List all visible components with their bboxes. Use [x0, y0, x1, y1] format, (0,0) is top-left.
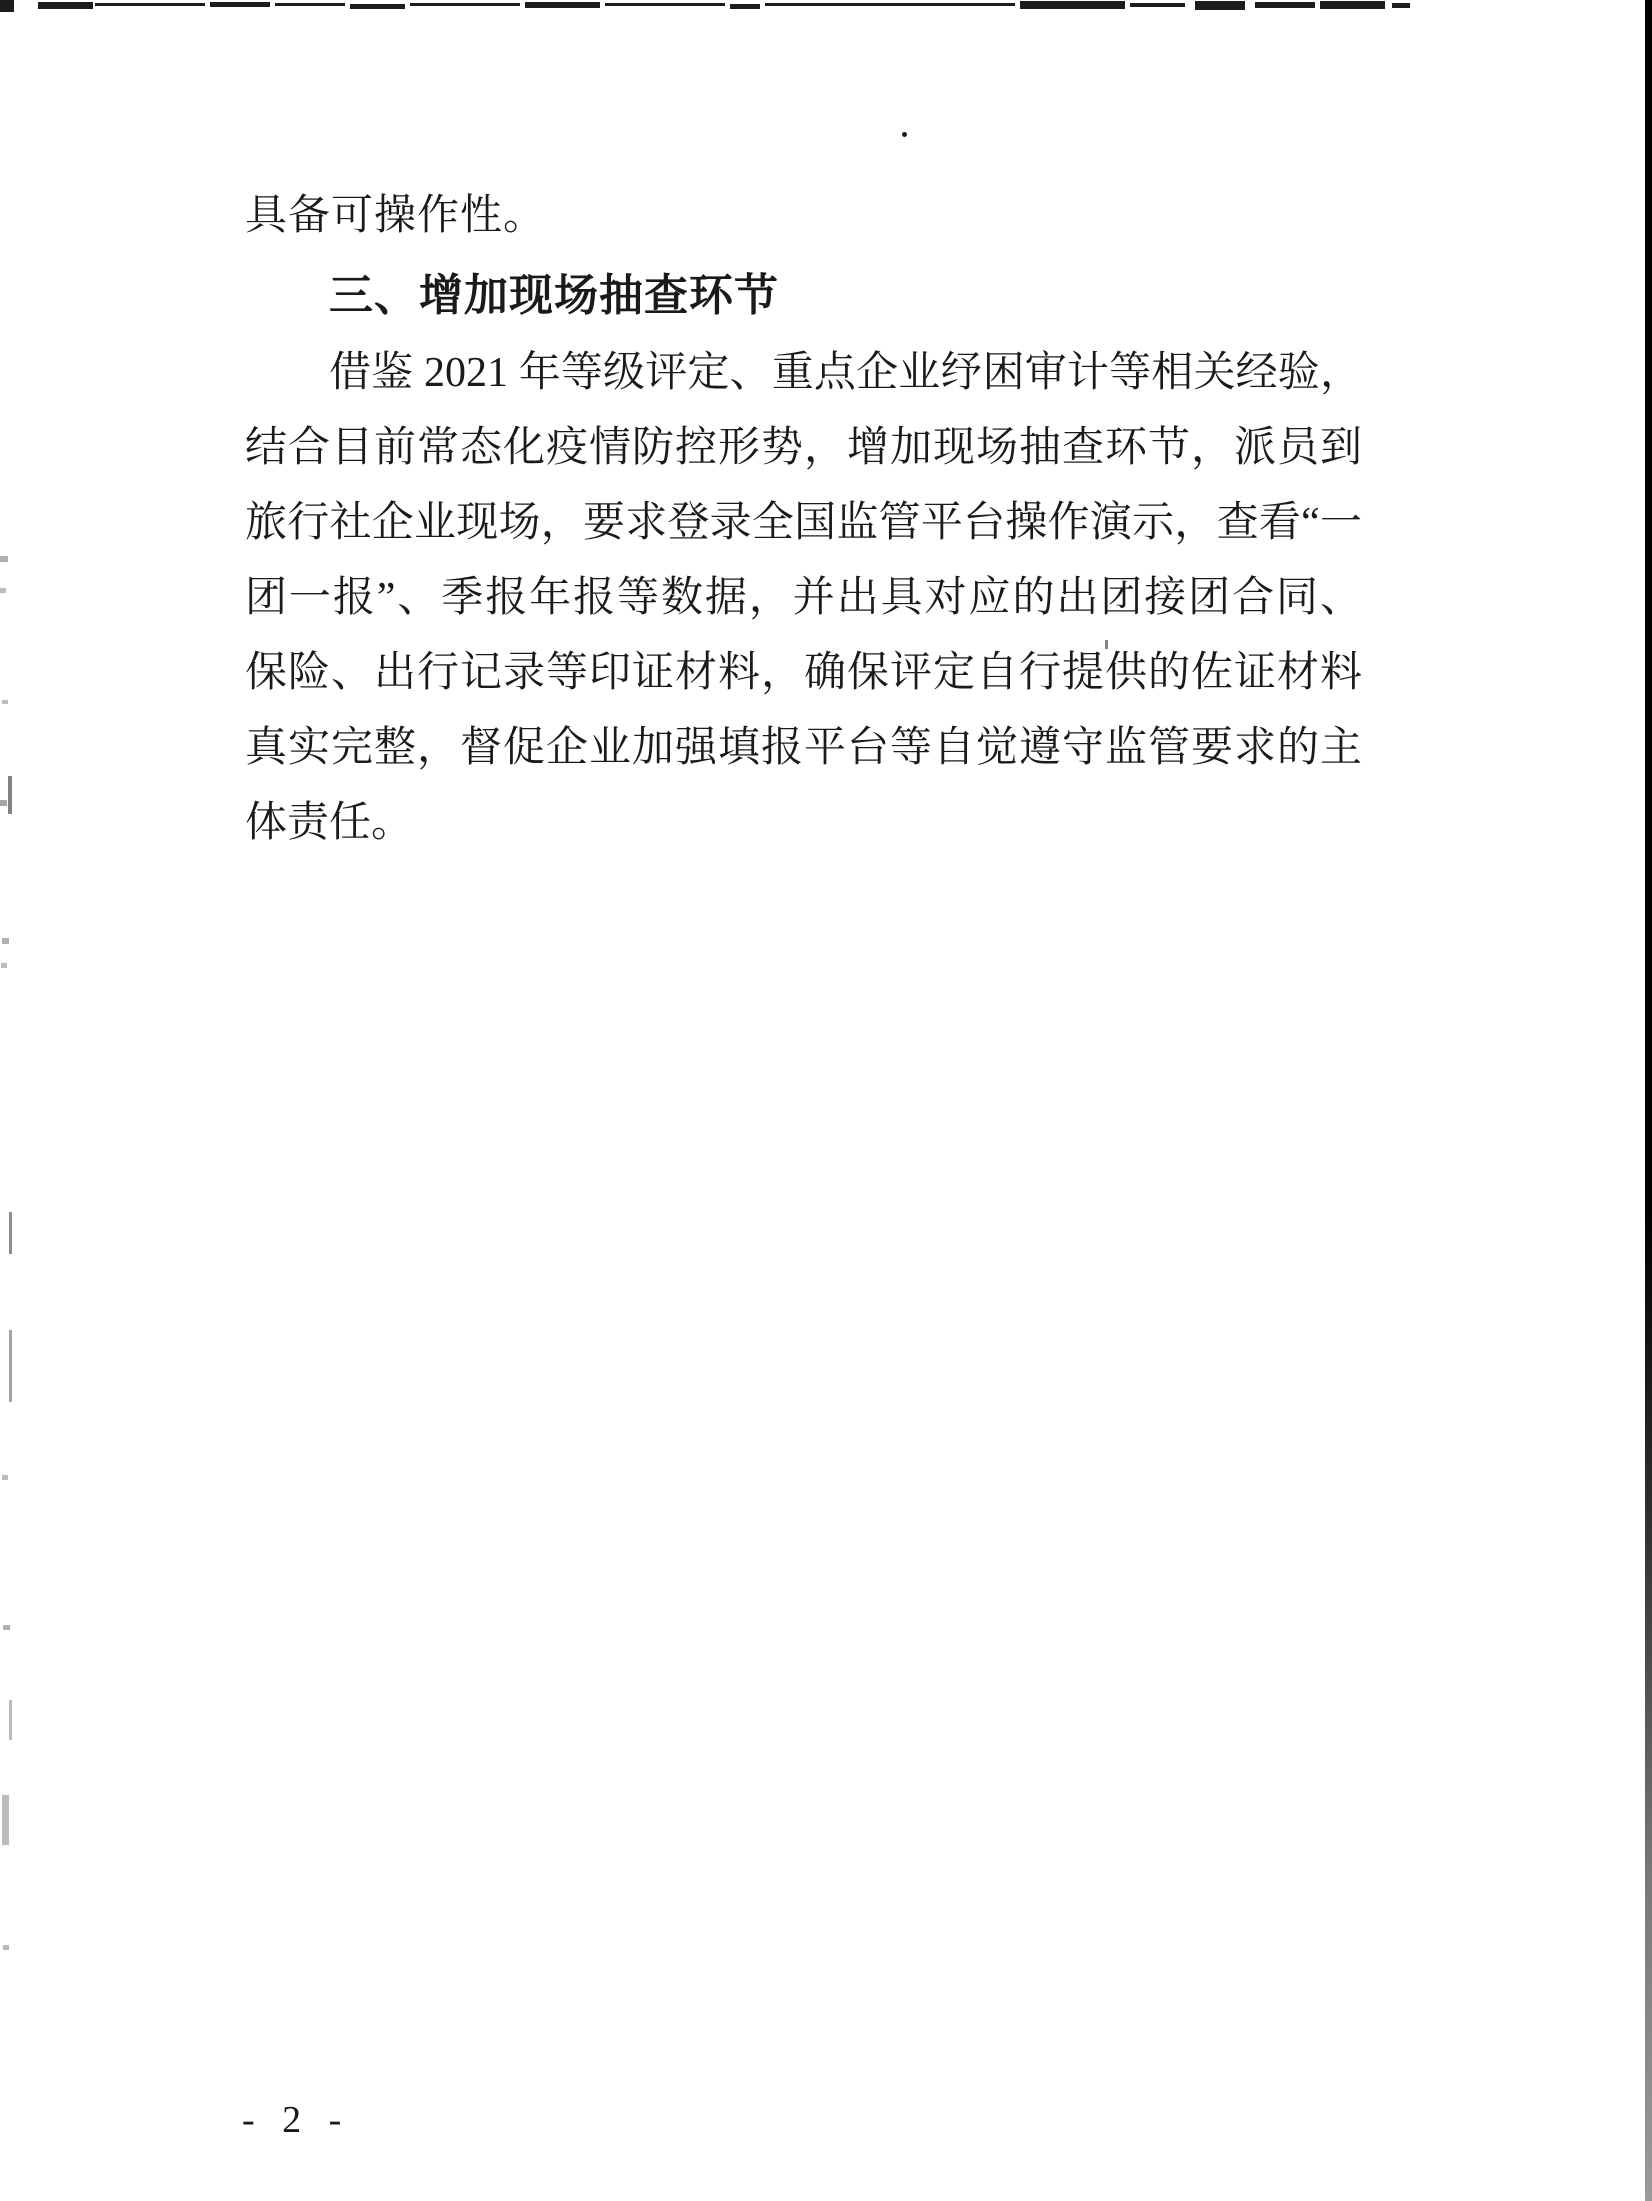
scan-artifact-top-dash	[1020, 1, 1125, 9]
scan-artifact-top-dash	[605, 3, 725, 6]
scan-artifact-left-mark	[2, 938, 9, 944]
scan-artifact-top-dash	[730, 4, 760, 9]
scan-artifact-left-mark	[8, 776, 12, 814]
scan-artifact-top-dash	[1255, 2, 1315, 8]
paragraph-line: 真实完整，督促企业加强填报平台等自觉遵守监管要求的主	[245, 725, 1362, 771]
scan-artifact-top-dash	[1320, 1, 1385, 9]
paragraph-carryover-line: 具备可操作性。	[245, 193, 547, 239]
scan-artifact-top-dash	[275, 3, 345, 6]
body-text-block	[245, 176, 1362, 861]
scan-artifact-top-dash	[210, 2, 270, 7]
scan-artifact-top-dash	[525, 2, 600, 8]
scan-artifact-left-mark	[3, 1625, 10, 1630]
scan-artifact-top-dash	[410, 3, 520, 6]
scan-artifact-left-mark	[0, 800, 7, 806]
paragraph-line: 旅行社企业现场，要求登录全国监管平台操作演示，查看“一	[245, 500, 1362, 546]
scan-artifact-ink-dot	[902, 132, 907, 137]
scan-artifact-left-mark	[2, 700, 8, 704]
scan-artifact-top-dash	[95, 3, 205, 6]
paragraph-line: 团一报”、季报年报等数据，并出具对应的出团接团合同、	[245, 575, 1362, 621]
scan-artifact-left-mark	[9, 1330, 12, 1402]
paragraph-line: 体责任。	[245, 800, 414, 846]
paragraph-line: 借鉴 2021 年等级评定、重点企业纾困审计等相关经验，	[329, 350, 1362, 396]
scan-artifact-left-mark	[3, 1945, 9, 1950]
page-number: - 2 -	[242, 2099, 346, 2141]
scan-artifact-left-mark	[1, 963, 7, 968]
scan-artifact-top-dash	[1130, 3, 1185, 7]
scan-artifact-top-corner	[0, 0, 14, 12]
paragraph-line: 结合目前常态化疫情防控形势，增加现场抽查环节，派员到	[245, 425, 1362, 471]
scan-artifact-top-dash	[1195, 1, 1245, 10]
scan-artifact-left-mark	[2, 1475, 8, 1480]
scan-artifact-left-mark	[9, 1700, 12, 1740]
scan-artifact-top-dash	[350, 4, 405, 9]
paragraph-line: 保险、出行记录等印证材料，确保评定自行提供的佐证材料	[245, 650, 1362, 696]
scan-artifact-left-mark	[9, 1212, 12, 1254]
scan-artifact-top-dash	[1392, 3, 1410, 8]
scan-artifact-left-mark	[0, 588, 6, 593]
scan-artifact-top-dash	[765, 3, 1015, 6]
scan-artifact-left-mark	[0, 556, 8, 562]
section-heading: 三、增加现场抽查环节	[329, 271, 779, 320]
scan-artifact-left-mark	[2, 1795, 9, 1845]
scan-artifact-top-dash	[38, 2, 93, 9]
scan-artifact-right-edge	[1645, 0, 1652, 2201]
